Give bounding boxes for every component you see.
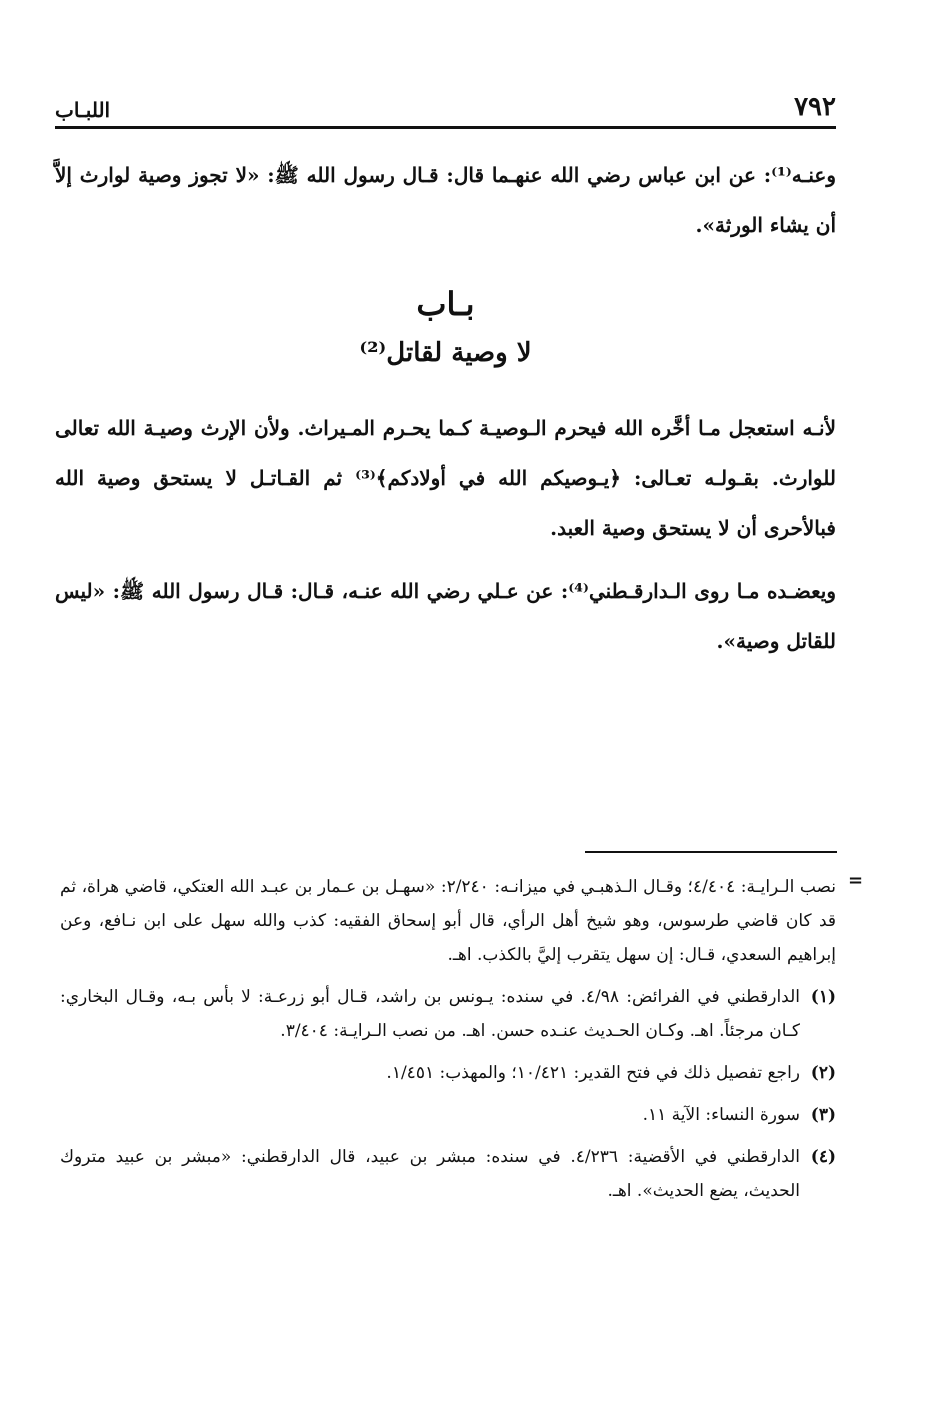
- footnote-mark: (٢): [810, 1063, 836, 1083]
- header-rule: [55, 126, 836, 129]
- footnote-mark: (١): [810, 987, 836, 1007]
- running-title: اللبـاب: [55, 98, 111, 122]
- continuation-mark: =: [848, 870, 864, 891]
- paragraph-hadith: وعنـه⁽¹⁾: عن ابن عباس رضي الله عنهـما قال: قـال رسول الله ﷺ: «لا تجوز وصية لوارث إلاَّ أن يشاء الورثة».: [55, 163, 836, 237]
- chapter-label: بـاب: [416, 285, 475, 323]
- chapter-title: لا وصية لقاتل⁽²⁾: [359, 338, 532, 368]
- footnote-text: سورة النساء: الآية ١١.: [642, 1105, 800, 1125]
- footnote-2: [60, 1056, 836, 1090]
- paragraph-daraqutni: ويعضـده مـا روى الـدارقـطني⁽⁴⁾: عن عـلي رضي الله عنـه، قـال: قـال رسول الله ﷺ: «ليس للقاتل وصية».: [55, 579, 836, 653]
- footnote-4: [60, 1140, 836, 1208]
- footnote-mark: (٣): [810, 1105, 836, 1125]
- footnote-text: الدارقطني في الأقضية: ٤/٢٣٦. في سنده: مبشر بن عبيد، قال الدارقطني: «مبشر بن عبيد متروك الحديث، يضع الحديث». اهـ.: [60, 1147, 800, 1201]
- footnote-rule: [585, 851, 837, 853]
- footnote-text: راجع تفصيل ذلك في فتح القدير: ١٠/٤٢١؛ والمهذب: ١/٤٥١.: [386, 1063, 800, 1083]
- page-number: ٧٩٢: [794, 92, 836, 122]
- footnote-text: الدارقطني في الفرائض: ٤/٩٨. في سنده: يـونس بن راشد، قـال أبو زرعـة: لا بأس بـه، وقـال البخاري: كـان مرجئاً. اهـ. وكـان الحـديث عنـده حسن. اهـ. من نصب الـرايـة: ٣/٤٠٤.: [60, 987, 800, 1041]
- page-header: [55, 86, 836, 122]
- footnote-1: [60, 980, 836, 1048]
- footnote-continuation: [60, 870, 836, 972]
- footnotes: [60, 870, 836, 1216]
- footnote-3: [60, 1098, 836, 1132]
- footnote-text: نصب الـرايـة: ٤/٤٠٤؛ وقـال الـذهبـي في ميزانـه: ٢/٢٤٠: «سهـل بن عـمار بن عبـد الله العتكي، قاضي هراة، ثم قد كان قاضي طرسوس، وهو شيخ أهل الرأي، قال أبو إسحاق الفقيه: كذب والله سهل على ابن نـافع، وعن إبراهيم السعدي، قـال: إن سهل يتقرب إليَّ بالكذب. اهـ.: [60, 877, 836, 965]
- footnote-mark: (٤): [810, 1147, 836, 1167]
- paragraph-reasoning: لأنـه استعجل مـا أخَّره الله فيحرم الـوصيـة كـما يحـرم المـيراث. ولأن الإرث وصيـة الله تعالى للوارث. بقـولـه تعـالى: ﴿يـوصيكم الله في أولادكم﴾⁽³⁾ ثم القـاتـل لا يستحق وصية الله فبالأحرى أن لا يستحق وصية العبد.: [55, 416, 836, 540]
